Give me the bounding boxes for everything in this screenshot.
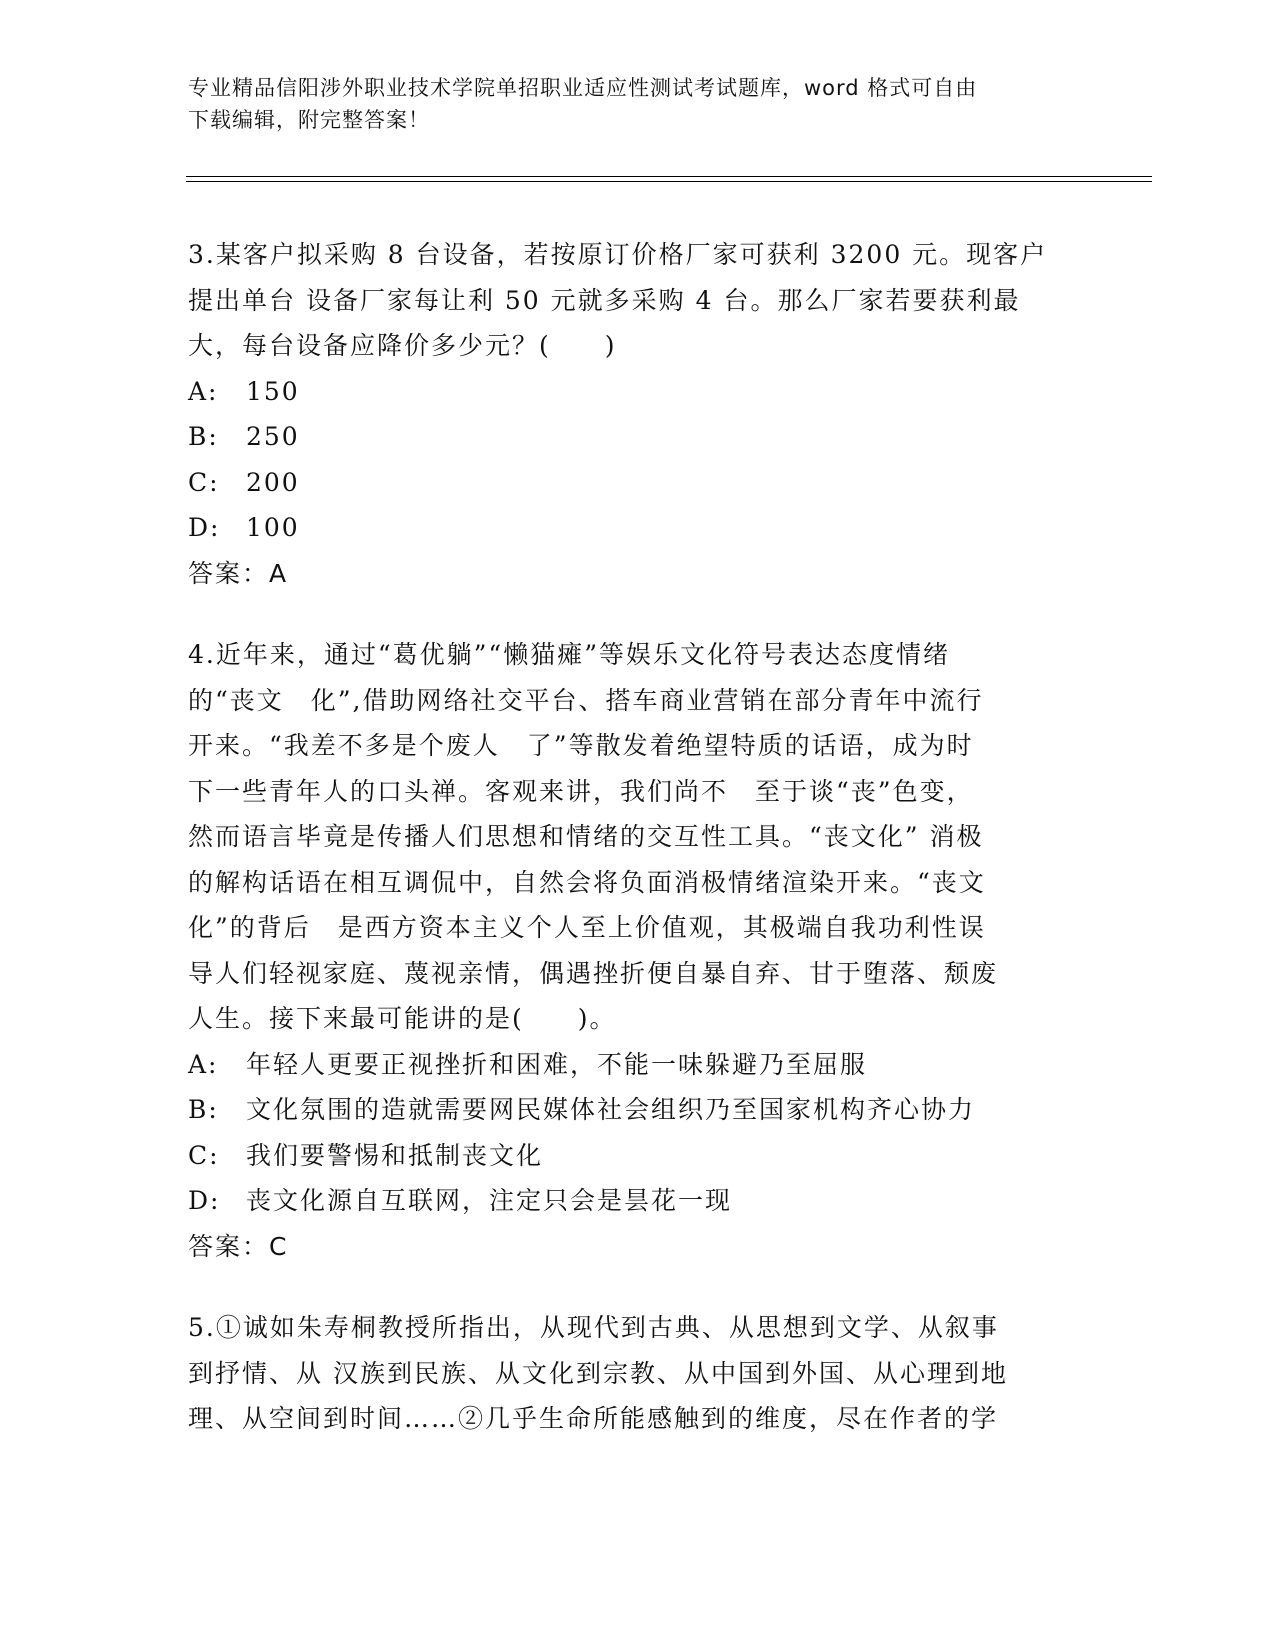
question-5 [188, 1305, 1088, 1442]
option-d [188, 1178, 1088, 1224]
question-list [188, 232, 1088, 1478]
header-line: 下载编辑，附完整答案！ [188, 108, 430, 132]
option-a [188, 369, 1088, 415]
option-c [188, 460, 1088, 506]
question-4 [188, 632, 1088, 1269]
option-text: 丧文化源自互联网，注定只会是昙花一现 [246, 1186, 733, 1215]
option-letter: B: [188, 422, 219, 451]
option-text: 250 [246, 422, 300, 451]
question-stem-line: 5.①诚如朱寿桐教授所指出，从现代到古典、从思想到文学、从叙事 [188, 1313, 999, 1342]
question-stem-line: 的“丧文 化”,借助网络社交平台、搭车商业营销在部分青年中流行 [188, 685, 984, 715]
option-b [188, 1087, 1088, 1133]
question-stem-line: 然而语言毕竟是传播人们思想和情绪的交互性工具。“丧文化” 消极 [188, 822, 984, 851]
option-letter: A: [188, 376, 219, 406]
option-text: 100 [246, 513, 300, 542]
question-stem-line: 大，每台设备应降价多少元？( ) [188, 331, 617, 360]
option-text: 我们要警惕和抵制丧文化 [246, 1140, 544, 1170]
question-stem-line: 化”的背后 是西方资本主义个人至上价值观，其极端自我功利性误 [188, 913, 986, 942]
option-letter: C: [188, 467, 220, 497]
question-stem-line: 4.近年来，通过“葛优躺”“懒猫瘫”等娱乐文化符号表达态度情绪 [188, 640, 950, 669]
question-stem-line: 到抒情、从 汉族到民族、从文化到宗教、从中国到外国、从心理到地 [188, 1358, 1008, 1388]
question-stem-line: 提出单台 设备厂家每让利 50 元就多采购 4 台。那么厂家若要获利最 [188, 285, 1021, 315]
option-letter: D: [188, 513, 221, 542]
option-text: 文化氛围的造就需要网民媒体社会组织乃至国家机构齐心协力 [246, 1095, 976, 1124]
option-c [188, 1133, 1088, 1179]
answer-text: 答案：A [188, 558, 289, 588]
option-d [188, 505, 1088, 551]
answer-text: 答案：C [188, 1231, 289, 1261]
question-stem-line: 的解构话语在相互调侃中，自然会将负面消极情绪渲染开来。“丧文 [188, 867, 986, 897]
option-letter: C: [188, 1140, 220, 1170]
option-b [188, 414, 1088, 460]
question-stem-line: 理、从空间到时间……②几乎生命所能感触到的维度，尽在作者的学 [188, 1404, 999, 1433]
option-text: 200 [246, 467, 300, 497]
question-stem-line: 人生。接下来最可能讲的是( )。 [188, 1004, 617, 1033]
option-text: 150 [246, 376, 300, 406]
option-a [188, 1042, 1088, 1088]
header-divider [186, 181, 1152, 182]
question-stem-line: 开来。“我差不多是个废人 了”等散发着绝望特质的话语，成为时 [188, 731, 974, 760]
question-3 [188, 232, 1088, 596]
option-letter: D: [188, 1186, 221, 1215]
option-text: 年轻人更要正视挫折和困难，不能一味躲避乃至屈服 [246, 1049, 868, 1079]
question-stem-line: 下一些青年人的口头禅。客观来讲，我们尚不 至于谈“丧”色变， [188, 776, 974, 806]
option-letter: A: [188, 1049, 219, 1079]
question-stem-line: 导人们轻视家庭、蔑视亲情，偶遇挫折便自暴自弃、甘于堕落、颓废 [188, 958, 999, 988]
header-divider [186, 176, 1152, 177]
question-stem-line: 3.某客户拟采购 8 台设备，若按原订价格厂家可获利 3200 元。现客户 [188, 240, 1048, 269]
document-header [188, 72, 1068, 136]
header-line: 专业精品信阳涉外职业技术学院单招职业适应性测试考试题库，word 格式可自由 [188, 76, 978, 100]
option-letter: B: [188, 1095, 219, 1124]
